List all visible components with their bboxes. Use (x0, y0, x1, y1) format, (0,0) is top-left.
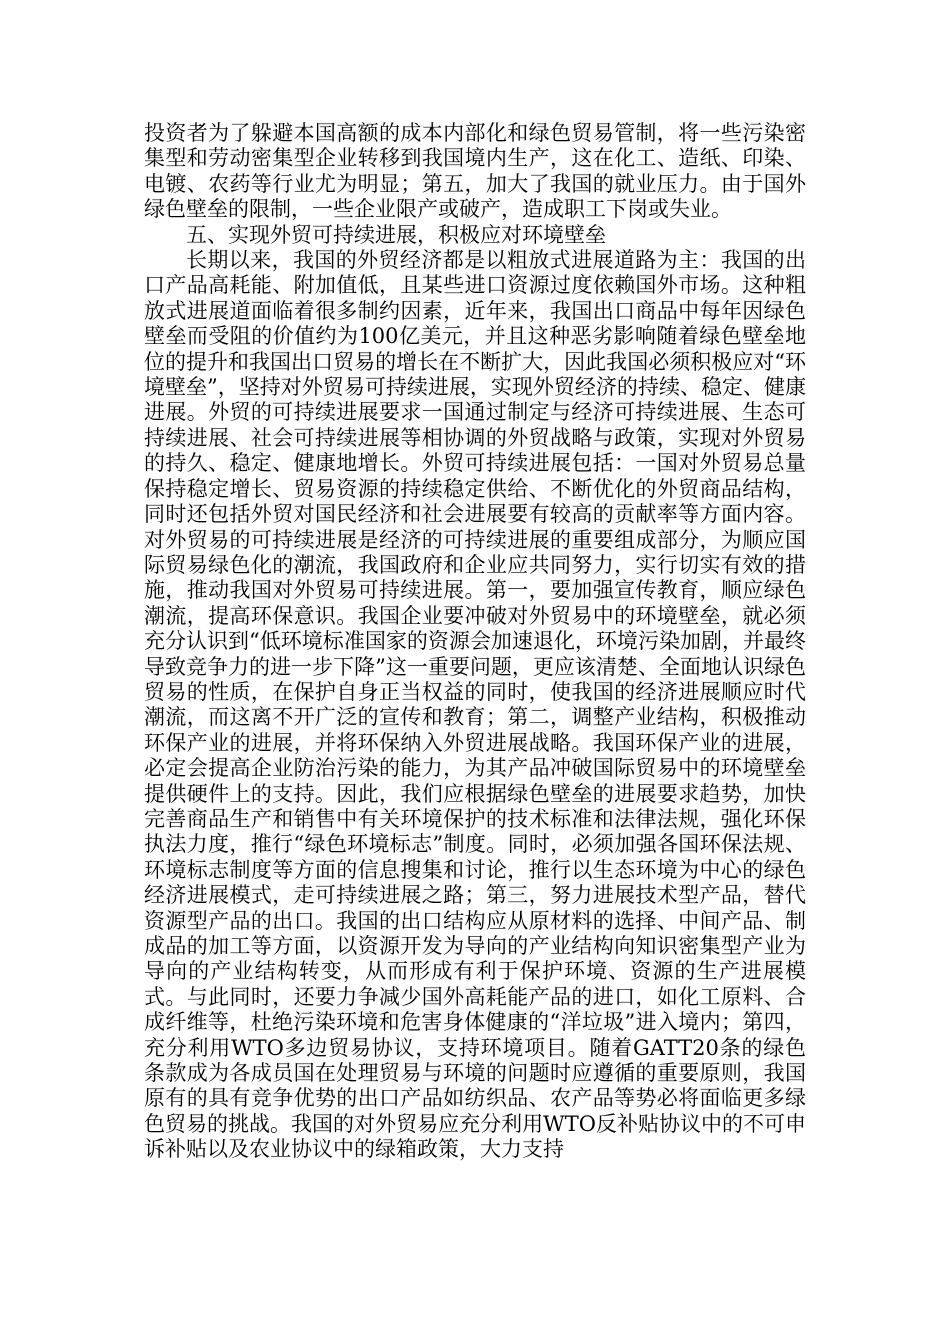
paragraph-body: 长期以来，我国的外贸经济都是以粗放式进展道路为主：我国的出口产品高耗能、附加值低，且某些进口资源过度依赖国外市场。这种粗放式进展道面临着很多制约因素，近年来，我国出口商品中每年因绿色壁垒而受阻的价值约为100亿美元，并且这种恶劣影响随着绿色壁垒地位的提升和我国出口贸易的增长在不断扩大，因此我国必须积极应对“环境壁垒”，坚持对外贸易可持续进展，实现外贸经济的持续、稳定、健康进展。外贸的可持续进展要求一国通过制定与经济可持续进展、生态可持续进展、社会可持续进展等相协调的外贸战略与政策，实现对外贸易的持久、稳定、健康地增长。外贸可持续进展包括：一国对外贸易总量保持稳定增长、贸易资源的持续稳定供给、不断优化的外贸商品结构，同时还包括外贸对国民经济和社会进展要有较高的贡献率等方面内容。对外贸易的可持续进展是经济的可持续进展的重要组成部分，为顺应国际贸易绿色化的潮流，我国政府和企业应共同努力，实行切实有效的措施，推动我国对外贸易可持续进展。第一，要加强宣传教育，顺应绿色潮流，提高环保意识。我国企业要冲破对外贸易中的环境壁垒，就必须充分认识到“低环境标准国家的资源会加速退化，环境污染加剧，并最终导致竞争力的进一步下降”这一重要问题，更应该清楚、全面地认识绿色贸易的性质，在保护自身正当权益的同时，使我国的经济进展顺应时代潮流，而这离不开广泛的宣传和教育；第二，调整产业结构，积极推动环保产业的进展，并将环保纳入外贸进展战略。我国环保产业的进展，必定会提高企业防治污染的能力，为其产品冲破国际贸易中的环境壁垒提供硬件上的支持。因此，我们应根据绿色壁垒的进展要求趋势，加快完善商品生产和销售中有关环境保护的技术标准和法律法规，强化环保执法力度，推行“绿色环境标志”制度。同时，必须加强各国环保法规、环境标志制度等方面的信息搜集和讨论，推行以生态环境为中心的绿色经济进展模式，走可持续进展之路；第三，努力进展技术型产品，替代资源型产品的出口。我国的出口结构应从原材料的选择、中间产品、制成品的加工等方面，以资源开发为导向的产业结构向知识密集型产业为导向的产业结构转变，从而形成有利于保护环境、资源的生产进展模式。与此同时，还要力争减少国外高耗能产品的进口，如化工原料、合成纤维等，杜绝污染环境和危害身体健康的“洋垃圾”进入境内；第四，充分利用WTO多边贸易协议，支持环境项目。随着GATT20条的绿色条款成为各成员国在处理贸易与环境的问题时应遵循的重要原则，我国原有的具有竞争优势的出口产品如纺织品、农产品等势必将面临更多绿色贸易的挑战。我国的对外贸易应充分利用WTO反补贴协议中的不可申诉补贴以及农业协议中的绿箱政策，大力支持 (144, 248, 806, 1162)
paragraph-continuation: 投资者为了躲避本国高额的成本内部化和绿色贸易管制，将一些污染密集型和劳动密集型企业转移到我国境内生产，这在化工、造纸、印染、电镀、农药等行业尤为明显；第五，加大了我国的就业压力。由于国外绿色壁垒的限制，一些企业限产或破产，造成职工下岗或失业。 (144, 121, 806, 222)
document-page (144, 121, 806, 1163)
section-heading: 五、实现外贸可持续进展，积极应对环境壁垒 (186, 222, 606, 247)
